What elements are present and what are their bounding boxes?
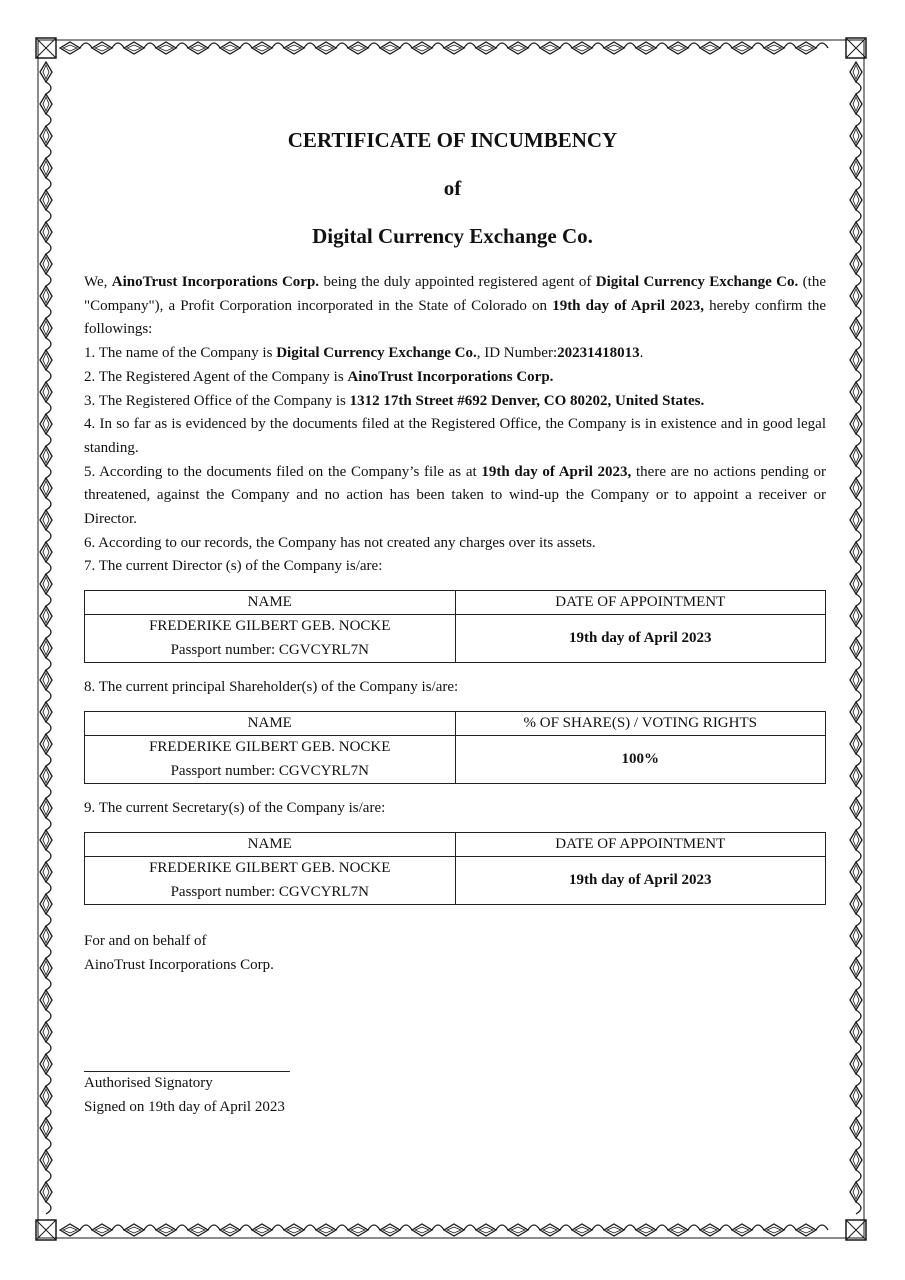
border-ornament	[850, 1118, 862, 1150]
border-ornament	[572, 42, 604, 54]
border-ornament	[40, 1150, 52, 1182]
table-row	[85, 736, 826, 784]
certificate-body	[84, 271, 826, 579]
border-ornament	[380, 1224, 412, 1236]
border-ornament	[850, 318, 862, 350]
border-ornament	[348, 1224, 380, 1236]
item-text: 3. The Registered Office of the Company is	[84, 392, 350, 409]
incorporation-date: 19th day of April 2023,	[552, 297, 704, 314]
border-ornament	[124, 1224, 156, 1236]
border-ornament	[40, 926, 52, 958]
border-ornament	[850, 382, 862, 414]
border-ornament	[540, 1224, 572, 1236]
border-ornament	[40, 734, 52, 766]
border-ornament	[156, 1224, 188, 1236]
table-row	[85, 615, 826, 663]
border-ornament	[850, 990, 862, 1022]
item-1	[84, 342, 826, 366]
border-ornament	[316, 42, 348, 54]
border-ornament	[668, 42, 700, 54]
border-ornament	[40, 94, 52, 126]
column-header: NAME	[85, 712, 456, 736]
border-ornament	[850, 798, 862, 830]
border-ornament	[636, 1224, 668, 1236]
intro-text: being the duly appointed registered agent of	[319, 274, 596, 290]
passport-number: Passport number: CGVCYRL7N	[170, 883, 369, 900]
border-ornament	[850, 254, 862, 286]
border-ornament	[40, 862, 52, 894]
item-5	[84, 461, 826, 532]
border-ornament	[40, 894, 52, 926]
border-ornament	[40, 478, 52, 510]
border-ornament	[252, 42, 284, 54]
column-header: NAME	[85, 591, 456, 615]
table-header-row	[85, 591, 826, 615]
border-ornament	[188, 1224, 220, 1236]
certificate-title: CERTIFICATE OF INCUMBENCY	[287, 128, 618, 152]
border-ornament	[850, 1086, 862, 1118]
border-ornament	[40, 318, 52, 350]
border-ornament	[316, 1224, 348, 1236]
signed-date: Signed on 19th day of April 2023	[84, 1098, 285, 1115]
border-ornament	[850, 926, 862, 958]
border-ornament	[850, 606, 862, 638]
column-header: DATE OF APPOINTMENT	[455, 833, 826, 857]
border-ornament	[284, 1224, 316, 1236]
appointment-date-cell: 19th day of April 2023	[455, 615, 826, 663]
item-8: 8. The current principal Shareholder(s) of the Company is/are:	[84, 679, 459, 695]
border-ornament	[764, 1224, 796, 1236]
border-ornament	[156, 42, 188, 54]
column-header: DATE OF APPOINTMENT	[455, 591, 826, 615]
border-ornament	[850, 94, 862, 126]
intro-text: We,	[84, 274, 112, 290]
border-ornament	[412, 1224, 444, 1236]
border-ornament	[700, 42, 732, 54]
title-of: of	[443, 176, 462, 200]
passport-number: Passport number: CGVCYRL7N	[170, 762, 369, 779]
border-ornament	[412, 42, 444, 54]
item-text: .	[639, 345, 644, 362]
border-ornament	[40, 574, 52, 606]
border-ornament	[850, 446, 862, 478]
shareholders-table	[84, 711, 826, 784]
border-ornament	[40, 958, 52, 990]
share-percent-cell: 100%	[455, 736, 826, 784]
item-2	[84, 366, 826, 390]
border-ornament	[700, 1224, 732, 1236]
border-ornament	[850, 1182, 862, 1214]
border-ornament	[850, 350, 862, 382]
signatory-label: Authorised Signatory	[84, 1075, 213, 1091]
name-cell	[85, 857, 456, 905]
company-name: Digital Currency Exchange Co.	[276, 345, 477, 362]
behalf-block	[84, 930, 274, 977]
item-6: 6. According to our records, the Company has not created any charges over its assets.	[84, 534, 596, 551]
border-ornament	[40, 670, 52, 702]
border-ornament	[796, 1224, 828, 1236]
intro-paragraph	[84, 271, 826, 342]
behalf-line: For and on behalf of	[84, 933, 207, 949]
border-ornament	[850, 1150, 862, 1182]
border-ornament	[850, 894, 862, 926]
item-4: 4. In so far as is evidenced by the documents filed at the Registered Office, the Company is in existence and in good legal standing.	[84, 416, 826, 456]
border-ornament	[40, 286, 52, 318]
item-3	[84, 390, 826, 414]
border-ornament	[850, 862, 862, 894]
border-ornament	[850, 542, 862, 574]
border-ornament	[40, 382, 52, 414]
person-name: FREDERIKE GILBERT GEB. NOCKE	[149, 618, 391, 634]
border-ornament	[40, 638, 52, 670]
intro-text: (the "Company"), a Profit Corporation incorporated in the State of Colorado on	[84, 274, 826, 314]
registered-address: 1312 17th Street #692 Denver, CO 80202, United States.	[349, 392, 705, 409]
border-ornament	[850, 830, 862, 862]
column-header: NAME	[85, 833, 456, 857]
border-ornament	[636, 42, 668, 54]
border-ornament	[40, 830, 52, 862]
border-ornament	[40, 510, 52, 542]
border-ornament	[850, 286, 862, 318]
border-ornament	[508, 1224, 540, 1236]
border-ornament	[220, 1224, 252, 1236]
border-ornament	[60, 1224, 92, 1236]
border-ornament	[40, 414, 52, 446]
border-ornament	[572, 1224, 604, 1236]
company-title: Digital Currency Exchange Co.	[312, 224, 593, 248]
border-ornament	[850, 766, 862, 798]
border-ornament	[124, 42, 156, 54]
border-ornament	[850, 734, 862, 766]
column-header: % OF SHARE(S) / VOTING RIGHTS	[455, 712, 826, 736]
border-ornament	[764, 42, 796, 54]
border-ornament	[40, 798, 52, 830]
border-ornament	[444, 1224, 476, 1236]
border-ornament	[732, 1224, 764, 1236]
border-ornament	[850, 478, 862, 510]
border-ornament	[850, 1022, 862, 1054]
border-ornament	[40, 766, 52, 798]
name-cell	[85, 736, 456, 784]
border-ornament	[540, 42, 572, 54]
border-ornament	[476, 1224, 508, 1236]
border-ornament	[40, 1182, 52, 1214]
border-ornament	[476, 42, 508, 54]
border-ornament	[380, 42, 412, 54]
border-ornament	[40, 254, 52, 286]
border-ornament	[850, 1054, 862, 1086]
border-ornament	[40, 606, 52, 638]
agent-name: AinoTrust Incorporations Corp.	[111, 274, 320, 290]
secretaries-table	[84, 832, 826, 905]
table-header-row	[85, 833, 826, 857]
table-row	[85, 857, 826, 905]
person-name: FREDERIKE GILBERT GEB. NOCKE	[149, 860, 391, 876]
border-ornament	[850, 638, 862, 670]
border-ornament	[40, 542, 52, 574]
border-ornament	[508, 42, 540, 54]
border-ornament	[40, 702, 52, 734]
item-7: 7. The current Director (s) of the Company is/are:	[84, 558, 383, 575]
behalf-company: AinoTrust Incorporations Corp.	[84, 956, 274, 973]
border-ornament	[40, 350, 52, 382]
border-ornament	[850, 62, 862, 94]
border-ornament	[850, 958, 862, 990]
intro-text: hereby confirm the followings:	[84, 297, 826, 338]
name-cell	[85, 615, 456, 663]
border-ornament	[252, 1224, 284, 1236]
border-ornament	[40, 1086, 52, 1118]
border-ornament	[850, 670, 862, 702]
item-text: 1. The name of the Company is	[84, 345, 277, 362]
appointment-date-cell: 19th day of April 2023	[455, 857, 826, 905]
border-ornament	[796, 42, 828, 54]
border-ornament	[850, 510, 862, 542]
company-name: Digital Currency Exchange Co.	[595, 274, 799, 290]
id-number: 20231418013	[557, 345, 640, 362]
person-name: FREDERIKE GILBERT GEB. NOCKE	[149, 739, 391, 755]
border-ornament	[40, 1118, 52, 1150]
border-ornament	[604, 1224, 636, 1236]
border-ornament	[850, 702, 862, 734]
item-text: 5. According to the documents filed on the Company’s file as at	[84, 463, 482, 480]
directors-table	[84, 590, 826, 663]
border-ornament	[604, 42, 636, 54]
passport-number: Passport number: CGVCYRL7N	[170, 641, 369, 658]
border-ornament	[188, 42, 220, 54]
table-header-row	[85, 712, 826, 736]
file-date: 19th day of April 2023,	[481, 463, 632, 480]
border-ornament	[40, 1022, 52, 1054]
border-ornament	[40, 446, 52, 478]
item-9: 9. The current Secretary(s) of the Company is/are:	[84, 800, 386, 816]
signature-block	[84, 1072, 285, 1119]
border-ornament	[92, 42, 124, 54]
border-ornament	[668, 1224, 700, 1236]
item-text: , ID Number:	[476, 345, 558, 362]
border-ornament	[850, 574, 862, 606]
border-ornament	[732, 42, 764, 54]
border-ornament	[220, 42, 252, 54]
border-ornament	[60, 42, 92, 54]
border-ornament	[348, 42, 380, 54]
border-ornament	[40, 990, 52, 1022]
border-ornament	[92, 1224, 124, 1236]
border-ornament	[284, 42, 316, 54]
item-text: 2. The Registered Agent of the Company is	[84, 368, 348, 385]
border-ornament	[40, 1054, 52, 1086]
item-text: there are no actions pending or threatened, against the Company and no action has been taken to wind-up the Company or to appoint a receiver or Director.	[84, 463, 826, 528]
border-ornament	[850, 414, 862, 446]
border-ornament	[40, 62, 52, 94]
agent-name: AinoTrust Incorporations Corp.	[347, 368, 554, 385]
border-ornament	[444, 42, 476, 54]
